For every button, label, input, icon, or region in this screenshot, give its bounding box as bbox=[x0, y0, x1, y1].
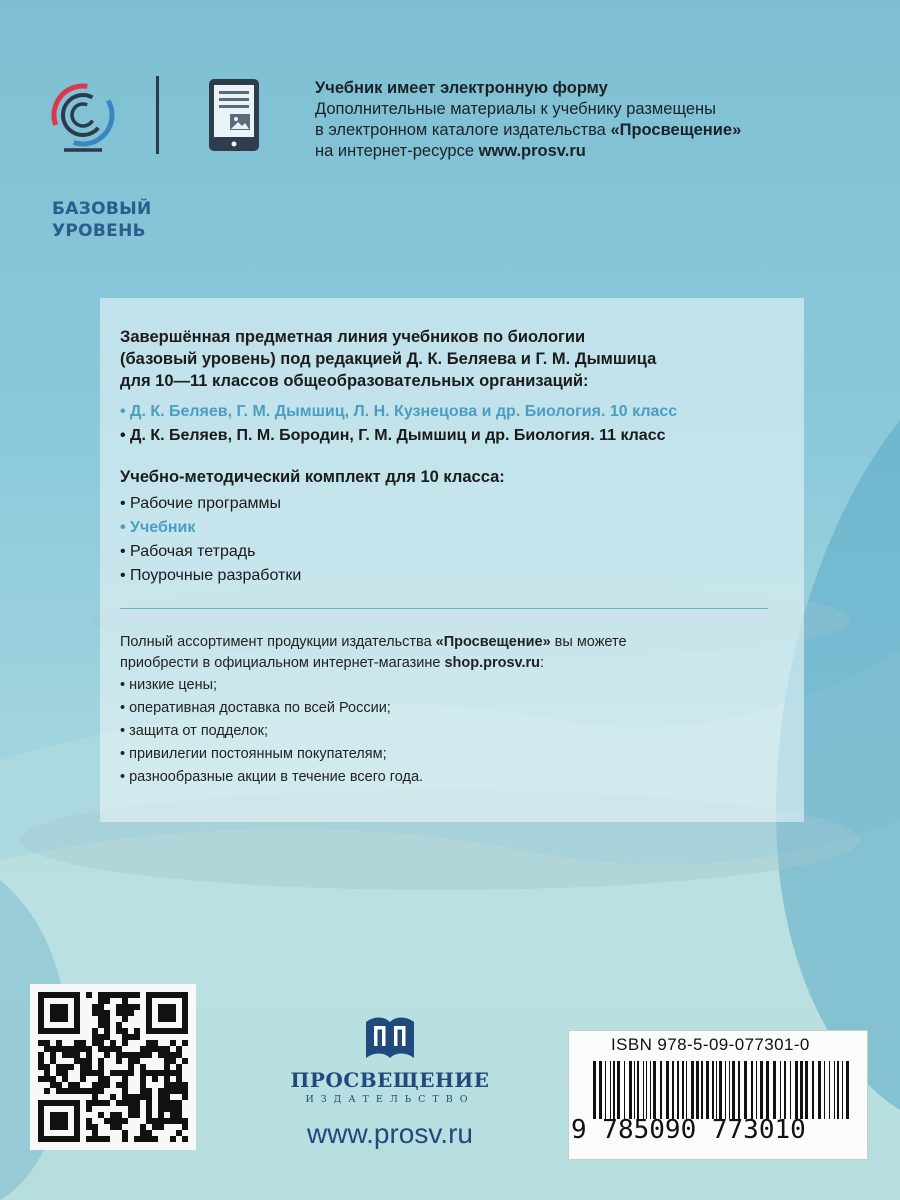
electronic-form-info bbox=[315, 78, 741, 162]
isbn-label: ISBN 978-5-09-077301-0 bbox=[611, 1035, 810, 1054]
shop-intro-2: приобрести в официальном интернет-магазине shop.prosv.ru: bbox=[120, 655, 545, 671]
list-item: • разнообразные акции в течение всего года. bbox=[120, 769, 424, 785]
list-item: • Рабочие программы bbox=[120, 495, 282, 512]
list-item: • защита от подделок; bbox=[120, 723, 268, 739]
list-item: • Д. К. Беляев, Г. М. Дымшиц, Л. Н. Кузнецова и др. Биология. 10 класс bbox=[120, 403, 678, 420]
shop-info bbox=[120, 632, 780, 789]
eform-line-2: в электронном каталоге издательства «Просвещение» bbox=[315, 121, 742, 139]
prosv-logo-icon bbox=[362, 1012, 418, 1064]
publisher-subtitle: ИЗДАТЕЛЬСТВО bbox=[305, 1094, 475, 1105]
list-item: • Учебник bbox=[120, 519, 196, 536]
series-heading: Завершённая предметная линия учебников по биологии (базовый уровень) под редакцией Д. К. Беляева и Г. М. Дымшица для 10—11 классов общеобразовательных организаций: bbox=[120, 328, 657, 390]
eform-line-3: на интернет-ресурсе www.prosv.ru bbox=[315, 142, 586, 160]
publisher-name: ПРОСВЕЩЕНИЕ bbox=[290, 1068, 490, 1092]
list-item: • низкие цены; bbox=[120, 677, 218, 693]
eform-line-1: Дополнительные материалы к учебнику размещены bbox=[315, 100, 716, 118]
list-item: • Поурочные разработки bbox=[120, 567, 302, 584]
shop-intro-1: Полный ассортимент продукции издательства «Просвещение» вы можете bbox=[120, 634, 627, 650]
isbn-digits: 9 785090 773010 bbox=[571, 1115, 806, 1145]
list-item: • Рабочая тетрадь bbox=[120, 543, 256, 560]
book-list bbox=[120, 400, 780, 448]
eform-title: Учебник имеет электронную форму bbox=[315, 79, 608, 97]
fgos-logo-icon bbox=[50, 82, 116, 154]
kit-list bbox=[120, 492, 780, 588]
list-item: • привилегии постоянным покупателям; bbox=[120, 746, 387, 762]
vertical-divider bbox=[156, 76, 159, 154]
barcode-icon bbox=[593, 1061, 855, 1119]
isbn-block bbox=[568, 1030, 868, 1160]
info-panel bbox=[100, 298, 804, 822]
qr-code-icon bbox=[30, 984, 196, 1150]
section-divider bbox=[120, 608, 768, 609]
list-item: • оперативная доставка по всей России; bbox=[120, 700, 391, 716]
kit-heading: Учебно-методический комплект для 10 класса: bbox=[120, 468, 505, 486]
publisher-url: www.prosv.ru bbox=[307, 1118, 473, 1149]
list-item: • Д. К. Беляев, П. М. Бородин, Г. М. Дымшиц и др. Биология. 11 класс bbox=[120, 427, 666, 444]
tablet-icon bbox=[208, 78, 260, 152]
level-label: БАЗОВЫЙ УРОВЕНЬ bbox=[52, 199, 152, 241]
